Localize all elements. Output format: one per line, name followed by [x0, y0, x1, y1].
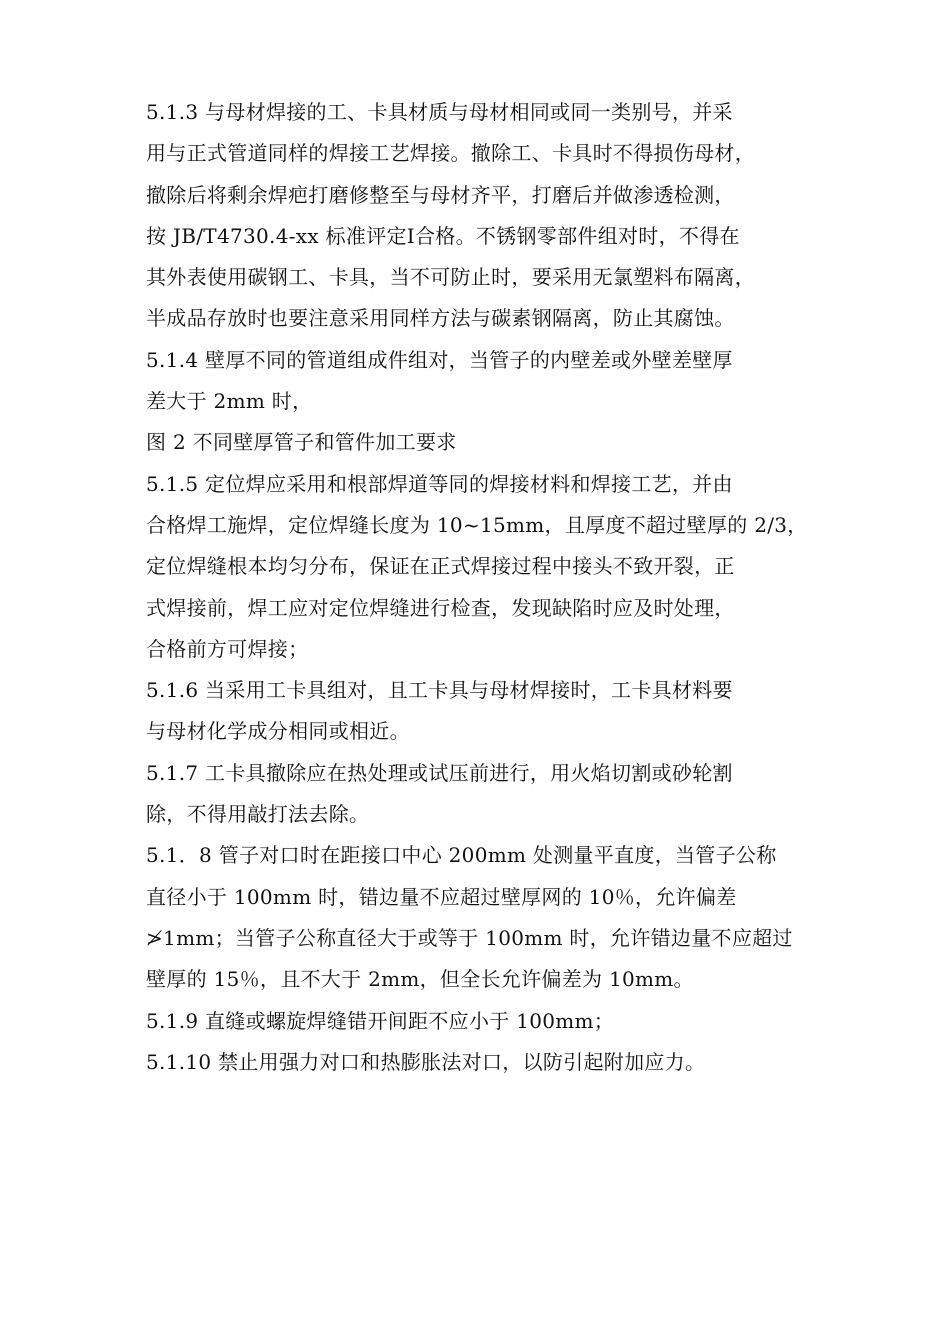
text-line-5-1-5-c: 定位焊缝根本均匀分布，保证在正式焊接过程中接头不致开裂，正 [146, 554, 735, 579]
text-line-5-1-6-b: 与母材化学成分相同或相近。 [146, 719, 410, 744]
text-line-5-1-5-a: 5.1.5 定位焊应采用和根部焊道等同的焊接材料和焊接工艺，并由 [146, 471, 733, 496]
text-line-5-1-6-a: 5.1.6 当采用工卡具组对，且工卡具与母材焊接时，工卡具材料要 [146, 678, 733, 703]
text-line-5-1-5-d: 式焊接前，焊工应对定位焊缝进行检查，发现缺陷时应及时处理， [146, 595, 735, 620]
text-line-5-1-9: 5.1.9 直缝或螺旋焊缝错开间距不应小于 100mm； [146, 1008, 615, 1033]
text-line-5-1-10: 5.1.10 禁止用强力对口和热膨胀法对口，以防引起附加应力。 [146, 1049, 706, 1074]
text-line-5-1-3-b: 用与正式管道同样的焊接工艺焊接。撤除工、卡具时不得损伤母材， [146, 141, 755, 166]
text-line-5-1-7-b: 除，不得用敲打法去除。 [146, 802, 370, 827]
text-line-5-1-5-b: 合格焊工施焊，定位焊缝长度为 10~15mm，且厚度不超过壁厚的 2/3， [146, 512, 808, 537]
text-line-5-1-8-c: ≯1mm；当管子公称直径大于或等于 100mm 时，允许错边量不应超过 [146, 925, 793, 950]
document-body [146, 92, 826, 1083]
text-line-5-1-3-d: 按 JB/T4730.4-xx 标准评定Ⅰ合格。不锈钢零部件组对时，不得在 [146, 223, 740, 248]
text-line-5-1-3-c: 撤除后将剩余焊疤打磨修整至与母材齐平，打磨后并做渗透检测， [146, 182, 735, 207]
figure-caption: 图 2 不同壁厚管子和管件加工要求 [146, 430, 457, 455]
text-line-5-1-3-a: 5.1.3 与母材焊接的工、卡具材质与母材相同或同一类别号，并采 [146, 100, 733, 124]
text-line-5-1-7-a: 5.1.7 工卡具撤除应在热处理或试压前进行，用火焰切割或砂轮割 [146, 760, 733, 785]
text-line-5-1-5-e: 合格前方可焊接； [146, 636, 309, 661]
text-line-5-1-4-b: 差大于 2mm 时， [146, 389, 313, 414]
text-line-5-1-8-b: 直径小于 100mm 时，错边量不应超过壁厚网的 10％，允许偏差 [146, 884, 737, 909]
text-line-5-1-8-d: 壁厚的 15％，且不大于 2mm，但全长允许偏差为 10mm。 [146, 967, 694, 992]
text-line-5-1-3-f: 半成品存放时也要注意采用同样方法与碳素钢隔离，防止其腐蚀。 [146, 306, 735, 331]
text-line-5-1-8-a: 5.1．8 管子对口时在距接口中心 200mm 处测量平直度，当管子公称 [146, 843, 777, 868]
text-line-5-1-4-a: 5.1.4 壁厚不同的管道组成件组对，当管子的内壁差或外壁差壁厚 [146, 347, 733, 372]
text-line-5-1-3-e: 其外表使用碳钢工、卡具，当不可防止时，要采用无氯塑料布隔离， [146, 265, 755, 290]
